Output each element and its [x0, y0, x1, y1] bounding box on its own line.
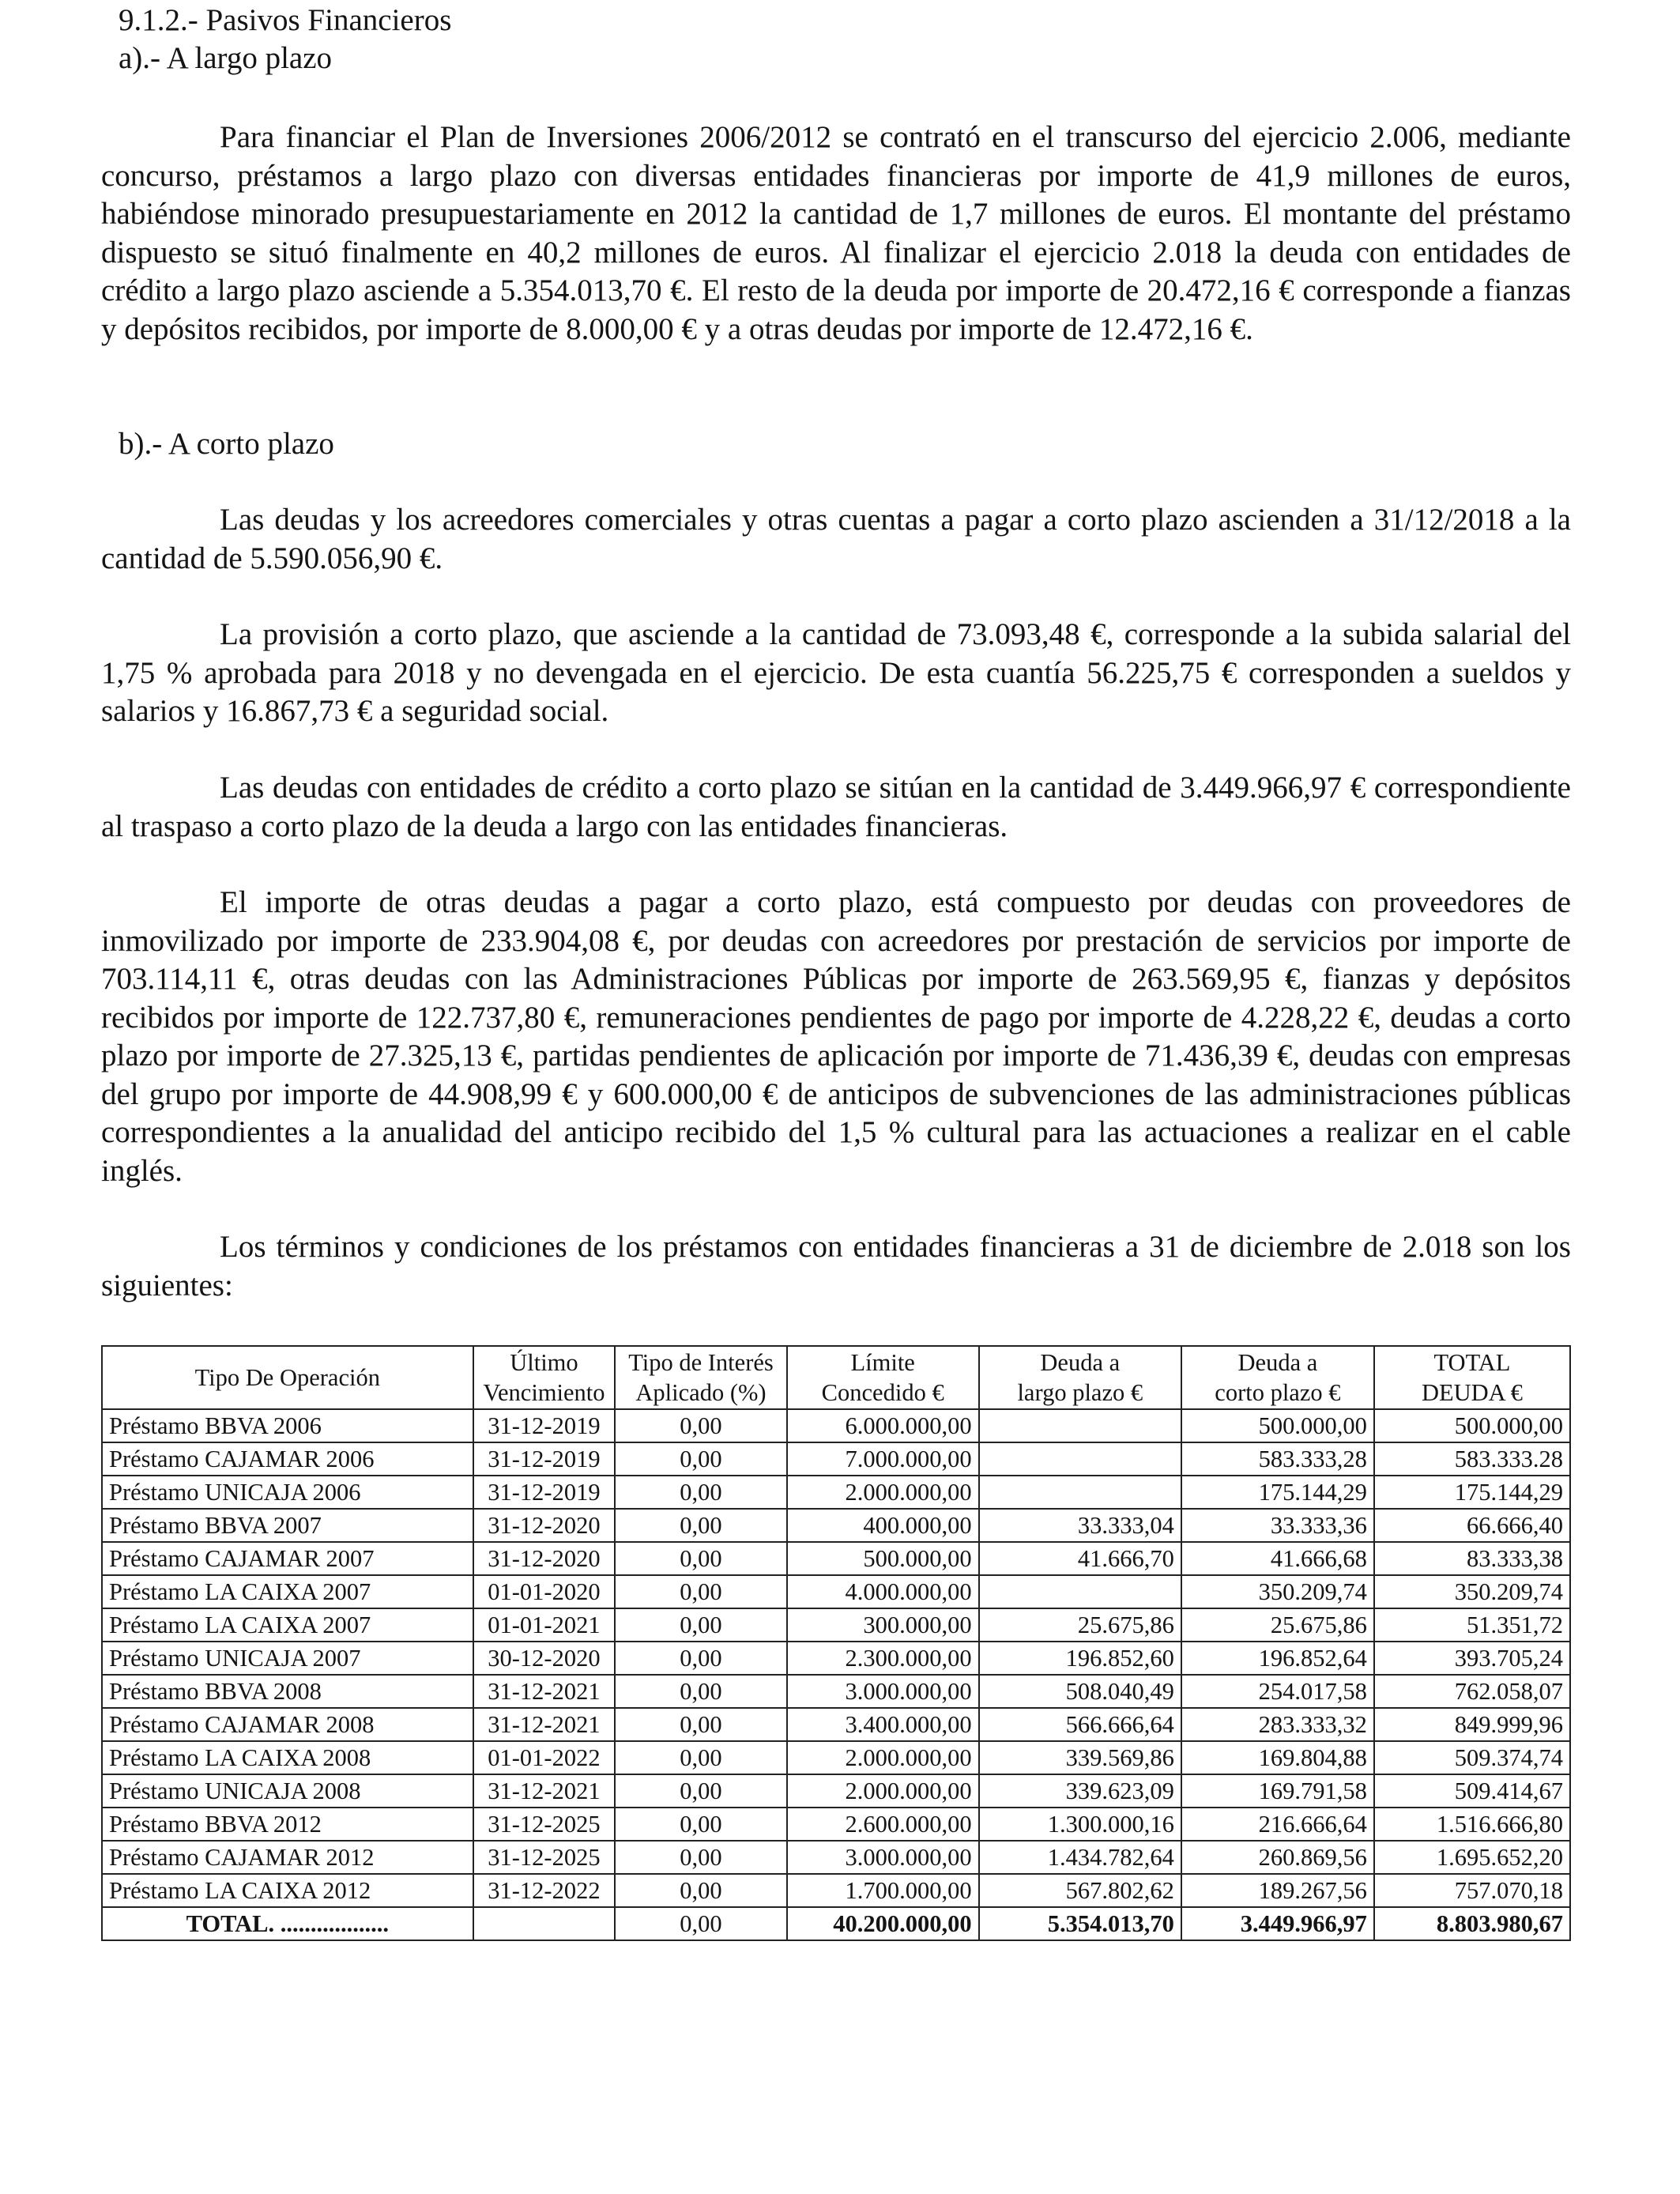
total-corto: 3.449.966,97	[1181, 1907, 1374, 1940]
total-vencimiento	[473, 1907, 616, 1940]
cell-vencimiento: 01-01-2021	[473, 1608, 616, 1642]
paragraph-other-debts-text: El importe de otras deudas a pagar a corto plazo, está compuesto por deudas con proveedores de inmovilizado por importe de 233.904,08 €, por deudas con acreedores por prestación de servicios por importe de 703.114,11 €, otras deudas con las Administraciones Públicas por importe de 263.569,95 €, fianzas y depósitos recibidos por importe de 122.737,80 €, remuneraciones pendientes de pago por importe de 4.228,22 €, deudas a corto plazo por importe de 27.325,13 €, partidas pendientes de aplicación por importe de 71.436,39 €, deudas con empresas del grupo por importe de 44.908,99 € y 600.000,00 € de anticipos de subvenciones de las administraciones públicas correspondientes a la anualidad del anticipo recibido del 1,5 % cultural para las actuaciones a realizar en el cable inglés.	[101, 885, 1571, 1188]
paragraph-provision-text: La provisión a corto plazo, que asciende a la cantidad de 73.093,48 €, corresponde a la subida salarial del 1,75 % aprobada para 2018 y no devengada en el ejercicio. De esta cuantía 56.225,75 € corresponden a sueldos y salarios y 16.867,73 € a seguridad social.	[101, 617, 1571, 728]
cell-vencimiento: 31-12-2021	[473, 1675, 616, 1708]
cell-total: 849.999,96	[1374, 1708, 1570, 1741]
cell-corto: 254.017,58	[1181, 1675, 1374, 1708]
cell-vencimiento: 30-12-2020	[473, 1642, 616, 1675]
cell-tipo: Préstamo CAJAMAR 2012	[102, 1841, 473, 1874]
cell-total: 51.351,72	[1374, 1608, 1570, 1642]
header-total-line1: TOTAL	[1433, 1349, 1511, 1376]
cell-corto: 33.333,36	[1181, 1509, 1374, 1542]
table-row	[102, 1708, 1570, 1741]
paragraph-short-term-debts	[101, 501, 1571, 578]
cell-vencimiento: 31-12-2025	[473, 1841, 616, 1874]
cell-corto: 196.852,64	[1181, 1642, 1374, 1675]
header-tipo-label: Tipo De Operación	[194, 1364, 380, 1391]
cell-tipo: Préstamo CAJAMAR 2008	[102, 1708, 473, 1741]
cell-total: 350.209,74	[1374, 1575, 1570, 1608]
cell-tipo: Préstamo LA CAIXA 2007	[102, 1575, 473, 1608]
header-vencimiento	[473, 1346, 616, 1409]
cell-interes: 0,00	[615, 1774, 786, 1808]
paragraph-provision	[101, 616, 1571, 731]
header-tipo	[102, 1346, 473, 1409]
cell-limite: 2.600.000,00	[787, 1808, 979, 1841]
header-largo-line1: Deuda a	[1040, 1349, 1121, 1376]
paragraph-terms	[101, 1228, 1571, 1305]
header-total	[1374, 1346, 1570, 1409]
cell-interes: 0,00	[615, 1675, 786, 1708]
header-corto-line1: Deuda a	[1237, 1349, 1318, 1376]
cell-limite: 3.400.000,00	[787, 1708, 979, 1741]
cell-limite: 1.700.000,00	[787, 1874, 979, 1907]
short-term-heading: b).- A corto plazo	[119, 427, 334, 461]
cell-interes: 0,00	[615, 1509, 786, 1542]
cell-corto: 175.144,29	[1181, 1476, 1374, 1509]
header-largo	[979, 1346, 1181, 1409]
cell-largo: 1.300.000,16	[979, 1808, 1181, 1841]
cell-interes: 0,00	[615, 1409, 786, 1442]
cell-corto: 189.267,56	[1181, 1874, 1374, 1907]
header-limite	[787, 1346, 979, 1409]
cell-tipo: Préstamo LA CAIXA 2007	[102, 1608, 473, 1642]
cell-total: 175.144,29	[1374, 1476, 1570, 1509]
cell-tipo: Préstamo BBVA 2006	[102, 1409, 473, 1442]
table-row	[102, 1841, 1570, 1874]
cell-largo: 1.434.782,64	[979, 1841, 1181, 1874]
cell-limite: 6.000.000,00	[787, 1409, 979, 1442]
section-heading: 9.1.2.- Pasivos Financieros	[119, 3, 452, 37]
cell-interes: 0,00	[615, 1808, 786, 1841]
cell-corto: 500.000,00	[1181, 1409, 1374, 1442]
cell-corto: 41.666,68	[1181, 1542, 1374, 1575]
table-header-row	[102, 1346, 1570, 1409]
table-row	[102, 1476, 1570, 1509]
paragraph-terms-text: Los términos y condiciones de los préstamos con entidades financieras a 31 de diciembre de 2.018 son los siguientes:	[101, 1230, 1571, 1302]
header-corto-line2: corto plazo €	[1215, 1379, 1341, 1406]
cell-total: 757.070,18	[1374, 1874, 1570, 1907]
cell-largo: 25.675,86	[979, 1608, 1181, 1642]
cell-corto: 260.869,56	[1181, 1841, 1374, 1874]
header-vencimiento-line1: Último	[510, 1349, 578, 1376]
cell-largo	[979, 1409, 1181, 1442]
cell-tipo: Préstamo BBVA 2008	[102, 1675, 473, 1708]
total-limite: 40.200.000,00	[787, 1907, 979, 1940]
cell-largo	[979, 1442, 1181, 1476]
cell-largo: 41.666,70	[979, 1542, 1181, 1575]
cell-limite: 500.000,00	[787, 1542, 979, 1575]
total-deuda: 8.803.980,67	[1374, 1907, 1570, 1940]
cell-vencimiento: 31-12-2021	[473, 1708, 616, 1741]
cell-vencimiento: 01-01-2022	[473, 1741, 616, 1774]
total-largo: 5.354.013,70	[979, 1907, 1181, 1940]
table-row	[102, 1874, 1570, 1907]
paragraph-credit-entities	[101, 769, 1571, 846]
cell-total: 762.058,07	[1374, 1675, 1570, 1708]
cell-largo: 339.623,09	[979, 1774, 1181, 1808]
cell-limite: 2.000.000,00	[787, 1741, 979, 1774]
header-interes-line2: Aplicado (%)	[635, 1379, 767, 1406]
cell-limite: 300.000,00	[787, 1608, 979, 1642]
cell-tipo: Préstamo UNICAJA 2007	[102, 1642, 473, 1675]
table-row	[102, 1808, 1570, 1841]
cell-largo: 33.333,04	[979, 1509, 1181, 1542]
paragraph-short-term-debts-text: Las deudas y los acreedores comerciales y otras cuentas a pagar a corto plazo ascienden a 31/12/2018 a la cantidad de 5.590.056,90 €.	[101, 503, 1571, 575]
cell-total: 583.333.28	[1374, 1442, 1570, 1476]
paragraph-other-debts	[101, 884, 1571, 1190]
cell-tipo: Préstamo UNICAJA 2006	[102, 1476, 473, 1509]
loans-table	[101, 1345, 1571, 1941]
cell-interes: 0,00	[615, 1575, 786, 1608]
cell-vencimiento: 31-12-2019	[473, 1442, 616, 1476]
cell-interes: 0,00	[615, 1708, 786, 1741]
cell-total: 1.516.666,80	[1374, 1808, 1570, 1841]
table-row	[102, 1774, 1570, 1808]
cell-vencimiento: 31-12-2019	[473, 1476, 616, 1509]
cell-interes: 0,00	[615, 1841, 786, 1874]
cell-total: 500.000,00	[1374, 1409, 1570, 1442]
cell-corto: 169.804,88	[1181, 1741, 1374, 1774]
cell-vencimiento: 31-12-2025	[473, 1808, 616, 1841]
cell-interes: 0,00	[615, 1542, 786, 1575]
cell-interes: 0,00	[615, 1476, 786, 1509]
table-row	[102, 1675, 1570, 1708]
cell-interes: 0,00	[615, 1874, 786, 1907]
table-row	[102, 1575, 1570, 1608]
cell-largo: 566.666,64	[979, 1708, 1181, 1741]
table-total-row	[102, 1907, 1570, 1940]
cell-vencimiento: 31-12-2020	[473, 1509, 616, 1542]
cell-interes: 0,00	[615, 1608, 786, 1642]
cell-limite: 7.000.000,00	[787, 1442, 979, 1476]
cell-corto: 350.209,74	[1181, 1575, 1374, 1608]
cell-total: 393.705,24	[1374, 1642, 1570, 1675]
cell-total: 509.374,74	[1374, 1741, 1570, 1774]
cell-largo	[979, 1476, 1181, 1509]
cell-corto: 216.666,64	[1181, 1808, 1374, 1841]
table-row	[102, 1409, 1570, 1442]
paragraph-credit-entities-text: Las deudas con entidades de crédito a corto plazo se sitúan en la cantidad de 3.449.966,97 € correspondiente al traspaso a corto plazo de la deuda a largo con las entidades financieras.	[101, 771, 1571, 843]
total-label: TOTAL. ..................	[102, 1907, 473, 1940]
cell-vencimiento: 31-12-2020	[473, 1542, 616, 1575]
header-vencimiento-line2: Vencimiento	[483, 1379, 605, 1406]
table-row	[102, 1608, 1570, 1642]
cell-limite: 2.300.000,00	[787, 1642, 979, 1675]
cell-total: 1.695.652,20	[1374, 1841, 1570, 1874]
total-interes: 0,00	[615, 1907, 786, 1940]
cell-tipo: Préstamo LA CAIXA 2012	[102, 1874, 473, 1907]
cell-corto: 25.675,86	[1181, 1608, 1374, 1642]
cell-tipo: Préstamo BBVA 2012	[102, 1808, 473, 1841]
long-term-heading: a).- A largo plazo	[119, 41, 333, 75]
cell-vencimiento: 31-12-2019	[473, 1409, 616, 1442]
cell-largo: 339.569,86	[979, 1741, 1181, 1774]
paragraph-long-term-text: Para financiar el Plan de Inversiones 2006/2012 se contrató en el transcurso del ejercicio 2.006, mediante concurso, préstamos a largo plazo con diversas entidades financieras por importe de 41,9 millones de euros, habiéndose minorado presupuestariamente en 2012 la cantidad de 1,7 millones de euros. El montante del préstamo dispuesto se situó finalmente en 40,2 millones de euros. Al finalizar el ejercicio 2.018 la deuda con entidades de crédito a largo plazo asciende a 5.354.013,70 €. El resto de la deuda por importe de 20.472,16 € corresponde a fianzas y depósitos recibidos, por importe de 8.000,00 € y a otras deudas por importe de 12.472,16 €.	[101, 120, 1571, 346]
cell-largo: 567.802,62	[979, 1874, 1181, 1907]
header-total-line2: DEUDA €	[1421, 1379, 1523, 1406]
cell-tipo: Préstamo UNICAJA 2008	[102, 1774, 473, 1808]
table-row	[102, 1642, 1570, 1675]
cell-vencimiento: 31-12-2022	[473, 1874, 616, 1907]
header-limite-line2: Concedido €	[821, 1379, 944, 1406]
table-row	[102, 1741, 1570, 1774]
cell-largo: 196.852,60	[979, 1642, 1181, 1675]
cell-corto: 283.333,32	[1181, 1708, 1374, 1741]
cell-interes: 0,00	[615, 1741, 786, 1774]
header-corto	[1181, 1346, 1374, 1409]
cell-largo: 508.040,49	[979, 1675, 1181, 1708]
table-row	[102, 1442, 1570, 1476]
cell-tipo: Préstamo CAJAMAR 2006	[102, 1442, 473, 1476]
cell-interes: 0,00	[615, 1442, 786, 1476]
cell-vencimiento: 31-12-2021	[473, 1774, 616, 1808]
paragraph-long-term	[101, 119, 1571, 349]
cell-limite: 2.000.000,00	[787, 1774, 979, 1808]
cell-vencimiento: 01-01-2020	[473, 1575, 616, 1608]
header-largo-line2: largo plazo €	[1017, 1379, 1143, 1406]
cell-total: 83.333,38	[1374, 1542, 1570, 1575]
cell-limite: 4.000.000,00	[787, 1575, 979, 1608]
cell-corto: 169.791,58	[1181, 1774, 1374, 1808]
table-row	[102, 1542, 1570, 1575]
cell-limite: 400.000,00	[787, 1509, 979, 1542]
cell-limite: 3.000.000,00	[787, 1841, 979, 1874]
cell-total: 509.414,67	[1374, 1774, 1570, 1808]
header-limite-line1: Límite	[850, 1349, 915, 1376]
cell-corto: 583.333,28	[1181, 1442, 1374, 1476]
table-row	[102, 1509, 1570, 1542]
cell-limite: 2.000.000,00	[787, 1476, 979, 1509]
cell-largo	[979, 1575, 1181, 1608]
cell-limite: 3.000.000,00	[787, 1675, 979, 1708]
cell-tipo: Préstamo LA CAIXA 2008	[102, 1741, 473, 1774]
cell-total: 66.666,40	[1374, 1509, 1570, 1542]
cell-tipo: Préstamo CAJAMAR 2007	[102, 1542, 473, 1575]
cell-tipo: Préstamo BBVA 2007	[102, 1509, 473, 1542]
cell-interes: 0,00	[615, 1642, 786, 1675]
header-interes-line1: Tipo de Interés	[628, 1349, 774, 1376]
header-interes	[615, 1346, 786, 1409]
